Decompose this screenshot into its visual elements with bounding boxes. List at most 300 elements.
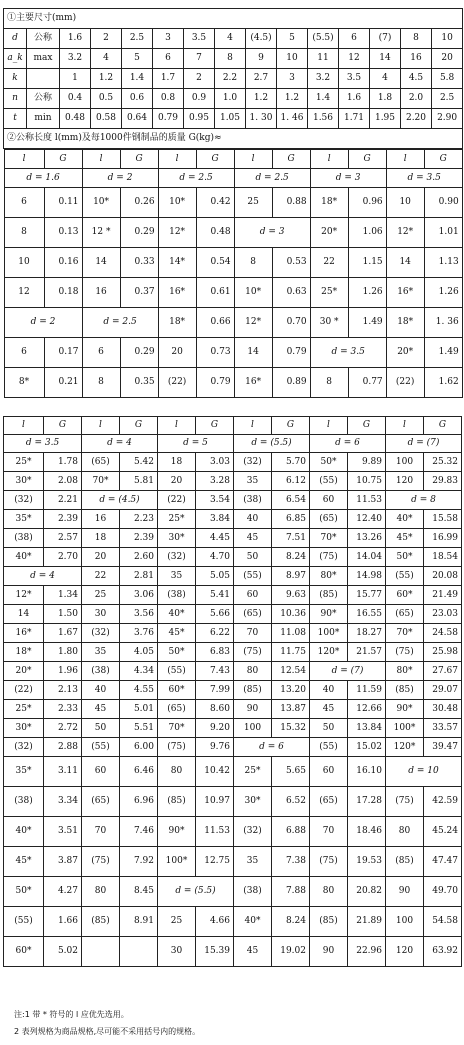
mass: 0.54 [196, 248, 234, 278]
length: (65) [310, 787, 348, 817]
column-header: G [120, 150, 158, 169]
mass-row [4, 453, 462, 472]
mass: 2.57 [44, 529, 82, 548]
length: (38) [4, 529, 44, 548]
dimension-qualifier: max [27, 49, 60, 69]
length: 10* [158, 188, 196, 218]
mass: 0.73 [196, 338, 234, 368]
diameter-group: d = 3 [234, 218, 310, 248]
length: 6 [4, 338, 44, 368]
dimension-value: 9 [246, 49, 277, 69]
dimension-value: 3 [277, 69, 308, 89]
length: (55) [310, 472, 348, 491]
dimension-value: 0.58 [91, 109, 122, 129]
length: 20* [386, 338, 424, 368]
length: 14 [386, 248, 424, 278]
dimension-value: 1. 30 [246, 109, 277, 129]
mass: 4.45 [196, 529, 234, 548]
column-header: G [272, 417, 310, 435]
length: 14 [4, 605, 44, 624]
mass: 5.81 [120, 472, 158, 491]
mass: 1.01 [424, 218, 462, 248]
mass: 7.92 [120, 847, 158, 877]
column-header: G [44, 417, 82, 435]
dimension-value: 0.9 [184, 89, 215, 109]
dimension-value: (5.5) [308, 29, 339, 49]
length: 30* [4, 472, 44, 491]
mass: 4.34 [120, 662, 158, 681]
length: 16 [82, 278, 120, 308]
length: (38) [234, 877, 272, 907]
length: 70 [310, 817, 348, 847]
mass: 13.84 [348, 719, 386, 738]
length: 22 [82, 567, 120, 586]
length: 12* [386, 218, 424, 248]
mass: 0.16 [44, 248, 82, 278]
length: 30 * [310, 308, 348, 338]
diameter-group: d = (5.5) [234, 435, 310, 453]
notes [14, 1006, 200, 1040]
mass-row [4, 586, 462, 605]
mass-row [4, 491, 462, 510]
mass: 14.04 [348, 548, 386, 567]
length: (32) [234, 817, 272, 847]
mass: 29.83 [424, 472, 462, 491]
length: 25 [158, 907, 196, 937]
mass: 18.54 [424, 548, 462, 567]
length: 6 [82, 338, 120, 368]
dimension-value: 4.5 [401, 69, 432, 89]
mass: 5.70 [272, 453, 310, 472]
dimension-row [4, 29, 463, 49]
length: 80 [386, 817, 424, 847]
mass: 5.02 [44, 937, 82, 967]
length: 35* [4, 757, 44, 787]
length: 60* [4, 937, 44, 967]
mass: 3.56 [120, 605, 158, 624]
length: 16* [386, 278, 424, 308]
mass: 13.26 [348, 529, 386, 548]
mass: 10.75 [348, 472, 386, 491]
dimension-value: (7) [370, 29, 401, 49]
column-header: l [82, 417, 120, 435]
dimension-qualifier: min [27, 109, 60, 129]
mass: 6.83 [196, 643, 234, 662]
mass: 2.72 [44, 719, 82, 738]
diameter-group: d = 4 [4, 567, 82, 586]
mass: 11.75 [272, 643, 310, 662]
length: (65) [310, 510, 348, 529]
dimension-value: 4 [370, 69, 401, 89]
mass: 6.52 [272, 787, 310, 817]
length: 50* [158, 643, 196, 662]
length: 90 [386, 877, 424, 907]
mass: 4.70 [196, 548, 234, 567]
length: (38) [234, 491, 272, 510]
length: 14 [82, 248, 120, 278]
diameter-group: d = 5 [158, 435, 234, 453]
length: (65) [234, 605, 272, 624]
dimension-row [4, 69, 463, 89]
mass: 1.62 [424, 368, 462, 398]
column-header: l [310, 150, 348, 169]
length-mass-table-continued [3, 416, 462, 967]
mass: 9.76 [196, 738, 234, 757]
dimension-value: 2.2 [215, 69, 246, 89]
mass: 11.53 [196, 817, 234, 847]
mass: 0.61 [196, 278, 234, 308]
mass: 3.87 [44, 847, 82, 877]
length: 80* [310, 567, 348, 586]
mass: 1.80 [44, 643, 82, 662]
dimension-symbol: a_k [4, 49, 27, 69]
length: (55) [310, 738, 348, 757]
dimension-value: 0.79 [153, 109, 184, 129]
length: 35 [234, 472, 272, 491]
mass: 19.02 [272, 937, 310, 967]
section2-body-row [4, 149, 463, 399]
column-header: l [4, 417, 44, 435]
length: (75) [82, 847, 120, 877]
length: 16* [234, 368, 272, 398]
length: 12 * [82, 218, 120, 248]
length: 40 [310, 681, 348, 700]
mass: 0.63 [272, 278, 310, 308]
mass: 20.82 [348, 877, 386, 907]
length: 12* [158, 218, 196, 248]
length: 40* [158, 605, 196, 624]
mass: 6.85 [272, 510, 310, 529]
mass: 49.70 [424, 877, 462, 907]
column-header: l [82, 150, 120, 169]
mass-row [4, 308, 462, 338]
mass: 12.75 [196, 847, 234, 877]
length: 120 [386, 937, 424, 967]
length: 50 [310, 719, 348, 738]
dimension-row [4, 49, 463, 69]
length: (22) [386, 368, 424, 398]
mass: 6.46 [120, 757, 158, 787]
length: (75) [310, 548, 348, 567]
length: 25* [234, 757, 272, 787]
mass: 25.98 [424, 643, 462, 662]
column-header: l [386, 417, 424, 435]
mass: 12.54 [272, 662, 310, 681]
mass: 15.77 [348, 586, 386, 605]
length: (22) [158, 368, 196, 398]
diameter-group: d = 10 [386, 757, 462, 787]
mass: 0.79 [196, 368, 234, 398]
dimension-value: 5 [277, 29, 308, 49]
dimension-value: 1.2 [277, 89, 308, 109]
mass: 8.24 [272, 548, 310, 567]
length: 25* [310, 278, 348, 308]
length: 35 [158, 567, 196, 586]
mass-row [4, 662, 462, 681]
mass-row [4, 847, 462, 877]
dimension-value: 2 [184, 69, 215, 89]
mass-row [4, 700, 462, 719]
mass: 1.49 [348, 308, 386, 338]
length: 45 [310, 700, 348, 719]
mass: 8.97 [272, 567, 310, 586]
length: (32) [4, 738, 44, 757]
length: 12* [234, 308, 272, 338]
mass: 25.32 [424, 453, 462, 472]
mass: 3.11 [44, 757, 82, 787]
mass: 10.36 [272, 605, 310, 624]
length: (55) [82, 738, 120, 757]
mass: 6.12 [272, 472, 310, 491]
mass: 5.65 [272, 757, 310, 787]
mass-row [4, 937, 462, 967]
mass: 14.98 [348, 567, 386, 586]
mass: 1. 36 [424, 308, 462, 338]
mass: 9.20 [196, 719, 234, 738]
group-row [4, 435, 462, 453]
section1-title: ①主要尺寸(mm) [4, 9, 463, 29]
dimension-symbol: k [4, 69, 27, 89]
length: 70 [234, 624, 272, 643]
length: 60* [386, 586, 424, 605]
length: (75) [234, 643, 272, 662]
mass: 5.01 [120, 700, 158, 719]
dimension-qualifier [27, 69, 60, 89]
mass: 6.22 [196, 624, 234, 643]
dimension-value: 0.95 [184, 109, 215, 129]
dimension-value: 10 [277, 49, 308, 69]
length: (65) [82, 453, 120, 472]
dimension-value: 2.5 [432, 89, 463, 109]
length: 60 [82, 757, 120, 787]
diameter-group: d = 6 [310, 435, 386, 453]
column-header: G [196, 417, 234, 435]
dimension-value: 1.05 [215, 109, 246, 129]
length: (38) [4, 787, 44, 817]
dimension-value: 8 [215, 49, 246, 69]
length: 30 [82, 605, 120, 624]
length: 45* [386, 529, 424, 548]
mass: 1.15 [348, 248, 386, 278]
length: 80 [158, 757, 196, 787]
dimension-value: 3.2 [60, 49, 91, 69]
mass: 12.40 [348, 510, 386, 529]
length: 70* [82, 472, 120, 491]
mass: 0.90 [424, 188, 462, 218]
mass: 15.39 [196, 937, 234, 967]
length: 35* [4, 510, 44, 529]
mass: 0.53 [272, 248, 310, 278]
mass-row [4, 907, 462, 937]
diameter-group: d = (7) [386, 435, 462, 453]
length [82, 937, 120, 967]
dimension-value: 6 [153, 49, 184, 69]
length: 50 [234, 548, 272, 567]
length-mass-table [4, 149, 463, 398]
mass: 0.66 [196, 308, 234, 338]
length: (75) [158, 738, 196, 757]
mass-row [4, 567, 462, 586]
length: 70* [386, 624, 424, 643]
diameter-group: d = 2.5 [158, 169, 234, 188]
mass: 21.89 [348, 907, 386, 937]
diameter-group: d = 3.5 [386, 169, 462, 188]
length: 8 [82, 368, 120, 398]
mass: 11.59 [348, 681, 386, 700]
mass: 10.42 [196, 757, 234, 787]
column-header: G [424, 417, 462, 435]
mass-row [4, 681, 462, 700]
dimension-symbol: n [4, 89, 27, 109]
length: (55) [4, 907, 44, 937]
length: 14* [158, 248, 196, 278]
length: 40* [386, 510, 424, 529]
mass: 21.49 [424, 586, 462, 605]
mass: 8.45 [120, 877, 158, 907]
dimension-value: 2.7 [246, 69, 277, 89]
dimension-value: 2.90 [432, 109, 463, 129]
dimension-value: 14 [370, 49, 401, 69]
mass [120, 937, 158, 967]
dimension-value: 1. 46 [277, 109, 308, 129]
mass-row [4, 605, 462, 624]
mass: 7.88 [272, 877, 310, 907]
mass: 63.92 [424, 937, 462, 967]
length: (32) [234, 453, 272, 472]
length: 35 [234, 847, 272, 877]
dimension-value: 1.8 [370, 89, 401, 109]
length: 12 [4, 278, 44, 308]
mass: 16.99 [424, 529, 462, 548]
mass-row [4, 248, 462, 278]
mass: 2.33 [44, 700, 82, 719]
mass-row [4, 510, 462, 529]
mass: 1.26 [424, 278, 462, 308]
dimension-value: 12 [339, 49, 370, 69]
length: 70 [82, 817, 120, 847]
length: 16 [82, 510, 120, 529]
dimension-value: 1.2 [91, 69, 122, 89]
dimension-value: 1.0 [215, 89, 246, 109]
length: (75) [386, 643, 424, 662]
mass: 7.99 [196, 681, 234, 700]
length: 100 [234, 719, 272, 738]
length: 60* [158, 681, 196, 700]
section2-body [4, 149, 463, 399]
dimension-value: 0.64 [122, 109, 153, 129]
length: 60 [234, 586, 272, 605]
mass: 4.05 [120, 643, 158, 662]
length: 90* [386, 700, 424, 719]
column-header: l [234, 150, 272, 169]
mass: 2.21 [44, 491, 82, 510]
mass: 5.42 [120, 453, 158, 472]
mass: 0.37 [120, 278, 158, 308]
mass: 8.60 [196, 700, 234, 719]
mass: 3.28 [196, 472, 234, 491]
mass: 2.81 [120, 567, 158, 586]
diameter-group: d = 8 [386, 491, 462, 510]
mass: 0.42 [196, 188, 234, 218]
mass: 21.57 [348, 643, 386, 662]
column-header: G [120, 417, 158, 435]
mass: 9.89 [348, 453, 386, 472]
length: 20 [158, 472, 196, 491]
length: (55) [234, 567, 272, 586]
mass: 15.32 [272, 719, 310, 738]
length: 120* [310, 643, 348, 662]
mass: 0.26 [120, 188, 158, 218]
mass-row [4, 278, 462, 308]
dimension-value: 1.4 [308, 89, 339, 109]
mass-row [4, 368, 462, 398]
length: 16* [158, 278, 196, 308]
mass: 1.34 [44, 586, 82, 605]
length: (55) [158, 662, 196, 681]
length: 8* [4, 368, 44, 398]
diameter-group: d = 1.6 [4, 169, 82, 188]
section1-title-row [4, 9, 463, 29]
mass-row [4, 738, 462, 757]
diameter-group: d = 6 [234, 738, 310, 757]
length: 18* [386, 308, 424, 338]
dimension-value: 2 [91, 29, 122, 49]
mass: 3.03 [196, 453, 234, 472]
mass: 8.24 [272, 907, 310, 937]
length: 8 [4, 218, 44, 248]
mass: 5.41 [196, 586, 234, 605]
length: 25* [158, 510, 196, 529]
length: 30* [4, 719, 44, 738]
dimension-value: 1 [60, 69, 91, 89]
length: 16* [4, 624, 44, 643]
mass: 5.05 [196, 567, 234, 586]
group-row [4, 169, 462, 188]
mass: 13.20 [272, 681, 310, 700]
mass: 22.96 [348, 937, 386, 967]
mass: 2.70 [44, 548, 82, 567]
mass: 2.60 [120, 548, 158, 567]
length: (85) [82, 907, 120, 937]
mass: 16.10 [348, 757, 386, 787]
mass: 18.27 [348, 624, 386, 643]
length: (22) [4, 681, 44, 700]
column-header: l [158, 417, 196, 435]
section2-title: ②公称长度 l(mm)及每1000件钢制品的质量 G(kg)≈ [4, 129, 463, 149]
mass: 1.06 [348, 218, 386, 248]
mass-row [4, 188, 462, 218]
dimension-value: 3.2 [308, 69, 339, 89]
length: (38) [158, 586, 196, 605]
mass: 10.97 [196, 787, 234, 817]
diameter-group: d = 2 [4, 308, 82, 338]
dimension-value: 5.8 [432, 69, 463, 89]
length: 45 [82, 700, 120, 719]
length: 20* [310, 218, 348, 248]
mass: 1.78 [44, 453, 82, 472]
mass: 7.38 [272, 847, 310, 877]
mass: 30.48 [424, 700, 462, 719]
length: 20* [4, 662, 44, 681]
mass: 33.57 [424, 719, 462, 738]
mass-row [4, 757, 462, 787]
length: 10 [386, 188, 424, 218]
length: 18 [82, 529, 120, 548]
length: 14 [234, 338, 272, 368]
diameter-group: d = (7) [310, 662, 386, 681]
length: 45 [234, 529, 272, 548]
dimension-value: 1.6 [339, 89, 370, 109]
